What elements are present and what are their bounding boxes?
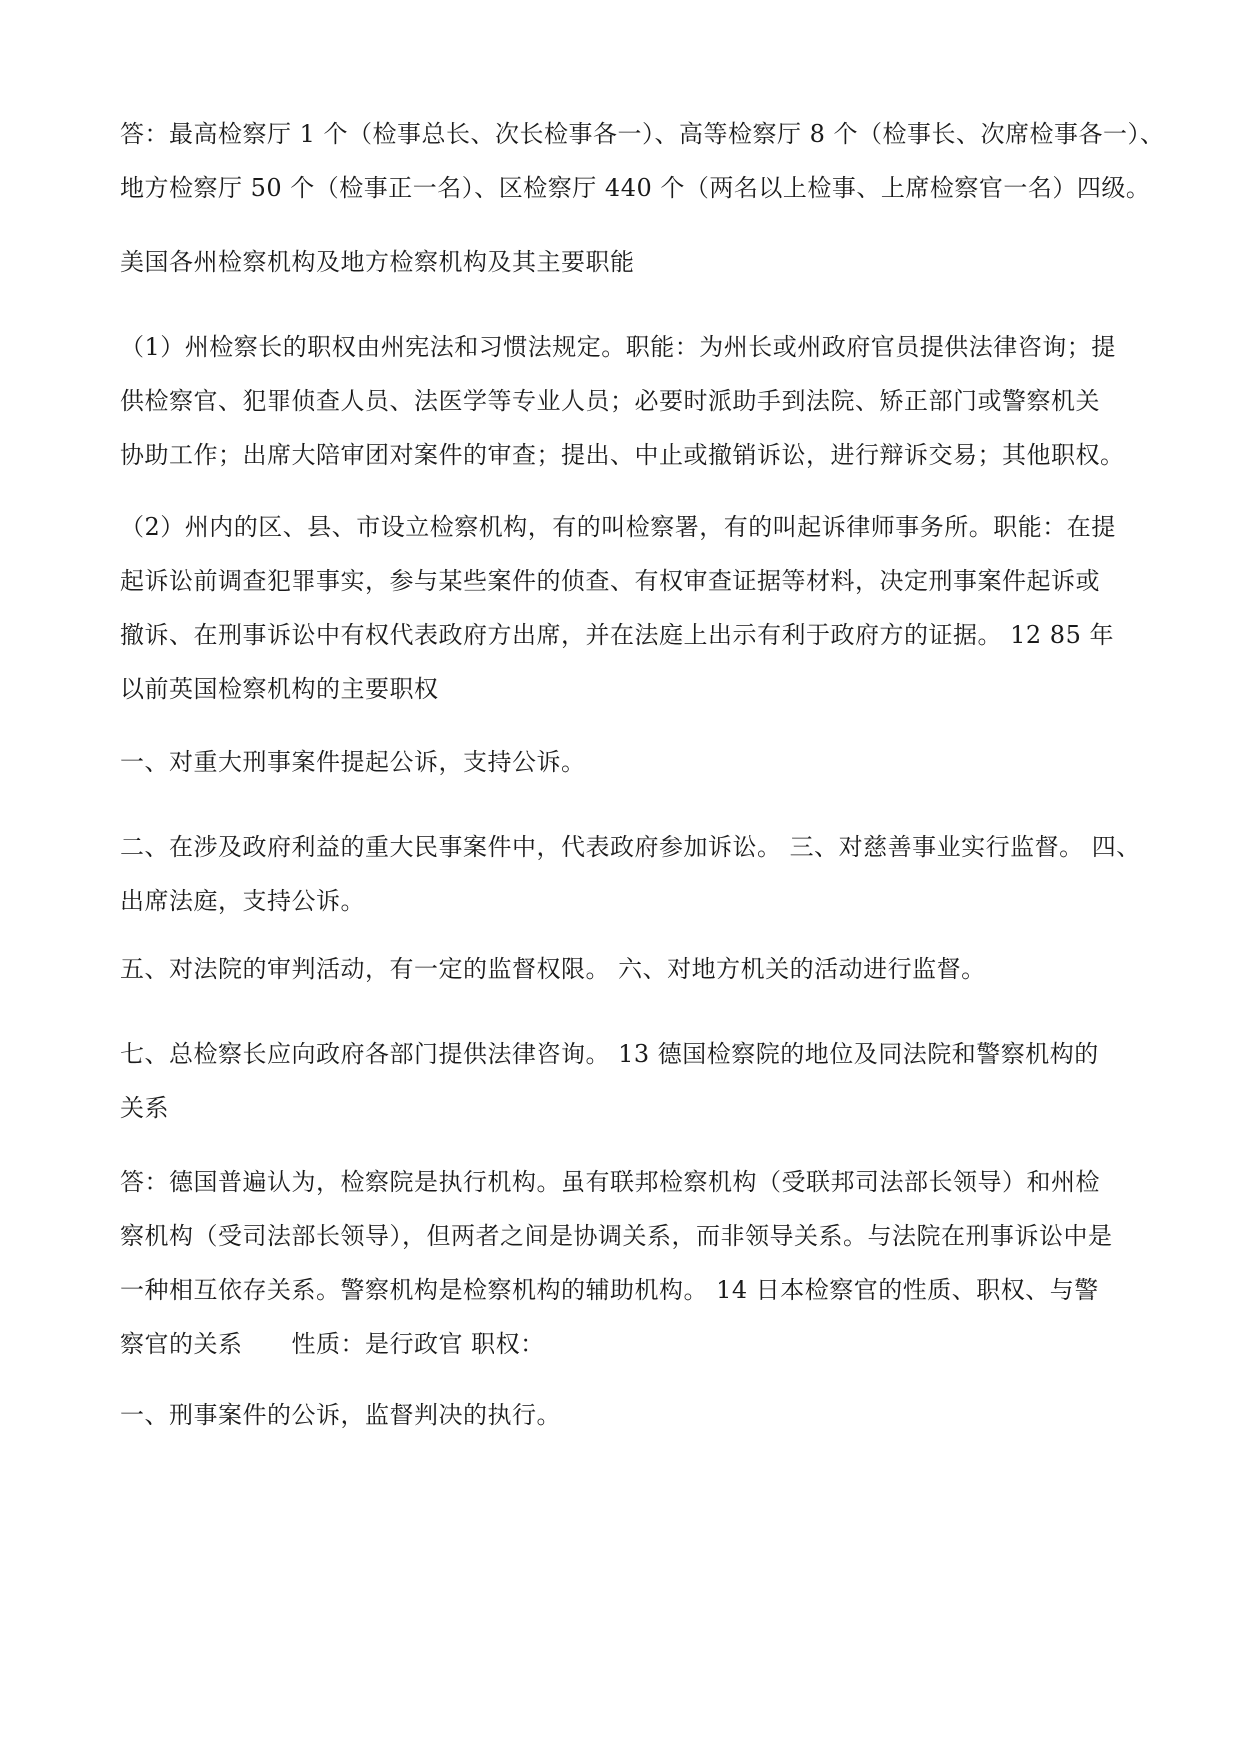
paragraph-district-county-city bbox=[120, 500, 1130, 716]
paragraph-items-five-six bbox=[120, 942, 1130, 996]
text-line: 察官的关系 性质：是行政官 职权： bbox=[120, 1330, 545, 1358]
text-line: 一、刑事案件的公诉，监督判决的执行。 bbox=[120, 1401, 561, 1429]
text-line: （2）州内的区、县、市设立检察机构，有的叫检察署，有的叫起诉律师事务所。职能：在提 bbox=[120, 513, 1116, 541]
text-line: 答：德国普遍认为，检察院是执行机构。虽有联邦检察机构（受联邦司法部长领导）和州检 bbox=[120, 1168, 1100, 1196]
text-line: 一、对重大刑事案件提起公诉，支持公诉。 bbox=[120, 748, 586, 776]
paragraph-germany-answer bbox=[120, 1155, 1130, 1371]
text-line: 一种相互依存关系。警察机构是检察机构的辅助机构。 14 日本检察官的性质、职权、与警 bbox=[120, 1276, 1099, 1304]
text-line: 察机构（受司法部长领导），但两者之间是协调关系，而非领导关系。与法院在刑事诉讼中是 bbox=[120, 1222, 1113, 1250]
text-line: 答：最高检察厅 1 个（检事总长、次长检事各一）、高等检察厅 8 个（检事长、次席检事各一）、 bbox=[120, 120, 1165, 148]
text-line: 美国各州检察机构及地方检察机构及其主要职能 bbox=[120, 248, 635, 276]
paragraph-item-one bbox=[120, 735, 1130, 789]
text-line: 二、在涉及政府利益的重大民事案件中，代表政府参加诉讼。 三、对慈善事业实行监督。 四、 bbox=[120, 833, 1141, 861]
text-line: 出席法庭，支持公诉。 bbox=[120, 887, 365, 915]
text-line: 关系 bbox=[120, 1094, 169, 1122]
text-line: 地方检察厅 50 个（检事正一名）、区检察厅 440 个（两名以上检事、上席检察官一名）四级。 bbox=[120, 174, 1151, 202]
text-line: 撤诉、在刑事诉讼中有权代表政府方出席，并在法庭上出示有利于政府方的证据。 12 85 年 bbox=[120, 621, 1114, 649]
text-line: 协助工作；出席大陪审团对案件的审查；提出、中止或撤销诉讼，进行辩诉交易；其他职权。 bbox=[120, 441, 1125, 469]
paragraph-item-seven bbox=[120, 1027, 1130, 1135]
text-line: 五、对法院的审判活动，有一定的监督权限。 六、对地方机关的活动进行监督。 bbox=[120, 955, 986, 983]
paragraph-state-attorney-general bbox=[120, 320, 1130, 482]
paragraph-japan-procuratorate-levels bbox=[120, 107, 1165, 215]
text-line: 起诉讼前调查犯罪事实，参与某些案件的侦查、有权审查证据等材料，决定刑事案件起诉或 bbox=[120, 567, 1100, 595]
heading-us-state-procuratorates bbox=[120, 235, 1130, 289]
text-line: 供检察官、犯罪侦查人员、法医学等专业人员；必要时派助手到法院、矫正部门或警察机关 bbox=[120, 387, 1100, 415]
paragraph-japan-item-one bbox=[120, 1388, 1130, 1442]
text-line: 七、总检察长应向政府各部门提供法律咨询。 13 德国检察院的地位及同法院和警察机构的 bbox=[120, 1040, 1099, 1068]
text-line: （1）州检察长的职权由州宪法和习惯法规定。职能：为州长或州政府官员提供法律咨询；提 bbox=[120, 333, 1116, 361]
text-line: 以前英国检察机构的主要职权 bbox=[120, 675, 439, 703]
paragraph-items-two-to-four bbox=[120, 820, 1141, 928]
